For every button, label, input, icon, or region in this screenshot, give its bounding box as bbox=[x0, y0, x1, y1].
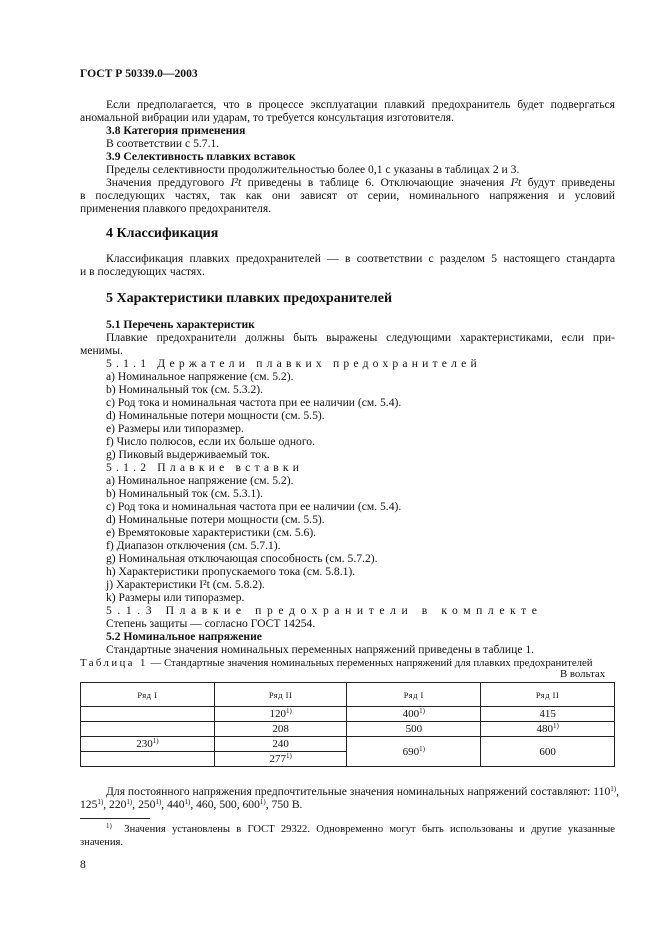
list-item: b) Номинальный ток (см. 5.3.2). bbox=[106, 383, 263, 396]
list-item: h) Характеристики пропускаемого тока (см. 5.8.1). bbox=[106, 565, 356, 578]
list-item: d) Номинальные потери мощности (см. 5.5). bbox=[106, 409, 325, 422]
list-item: e) Времятоковые характеристики (см. 5.6). bbox=[106, 526, 317, 539]
section-5-1-3-text: Степень защиты — согласно ГОСТ 14254. bbox=[106, 617, 316, 630]
section-3-8-title: Категория применения bbox=[123, 124, 246, 137]
table-cell: 208 bbox=[214, 722, 347, 737]
table-1-units: В вольтах bbox=[560, 668, 606, 680]
list-item: f) Диапазон отключения (см. 5.7.1). bbox=[106, 539, 281, 552]
section-3-9-title: Селективность плавких вставок bbox=[123, 150, 296, 163]
table-cell: 415 bbox=[481, 707, 615, 722]
table-row bbox=[81, 737, 615, 752]
list-item: c) Род тока и номинальная частота при ее наличии (см. 5.4). bbox=[106, 500, 402, 513]
section-5-2-text: Стандартные значения номинальных переменных напряжений приведены в таблице 1. bbox=[106, 643, 535, 656]
dc-voltage-text-line2: 125$^{1)}$, 220$^{1)}$, 250$^{1)}$, 440$^{1)}$, 460, 500, 600$^{1)}$, 750 В. bbox=[80, 798, 303, 811]
table-cell bbox=[81, 722, 215, 737]
list-item: a) Номинальное напряжение (см. 5.2). bbox=[106, 474, 294, 487]
list-item: g) Пиковый выдерживаемый ток. bbox=[106, 448, 270, 461]
section-5-1-intro-line1: Плавкие предохранители должны быть выражены следующими характеристиками, если при- bbox=[106, 331, 615, 344]
section-3-8-text: В соответствии с 5.7.1. bbox=[106, 137, 220, 150]
section-3-9-para1: Пределы селективности продолжительностью более 0,1 с указаны в таблицах 2 и 3. bbox=[106, 163, 520, 176]
table-cell: 500 bbox=[347, 722, 481, 737]
list-item: c) Род тока и номинальная частота при ее наличии (см. 5.4). bbox=[106, 396, 402, 409]
list-item: e) Размеры или типоразмер. bbox=[106, 422, 244, 435]
section-5-1-intro-line2: менимы. bbox=[80, 344, 123, 357]
table-cell: 230$^{1)}$ bbox=[81, 737, 215, 752]
table-cell bbox=[81, 707, 215, 722]
footnote-line1: $^{1)}$ Значения установлены в ГОСТ 29322. Одновременно могут быть использованы и другие указанные bbox=[106, 822, 615, 835]
table-row bbox=[81, 722, 615, 737]
section-5-1-heading: 5.1 Перечень характеристик bbox=[106, 318, 255, 331]
section-5-2-heading: 5.2 Номинальное напряжение bbox=[106, 630, 262, 643]
section-5-1-1-title: 5.1.1 Держатели плавких предохранителей bbox=[106, 357, 481, 370]
table-cell: 277$^{1)}$ bbox=[214, 752, 347, 767]
table-cell: 240 bbox=[214, 737, 347, 752]
i2t-symbol: I²t bbox=[230, 176, 242, 189]
section-4-heading: 4 Классификация bbox=[106, 226, 219, 241]
table-row bbox=[81, 707, 615, 722]
list-item: g) Номинальная отключающая способность (см. 5.7.2). bbox=[106, 552, 378, 565]
i2t-symbol: I²t bbox=[510, 176, 522, 189]
header-cell: Ряд I bbox=[81, 683, 215, 707]
footnote-separator bbox=[80, 818, 150, 819]
intro-paragraph-line1: Если предполагается, что в процессе эксплуатации плавкий предохранитель будет подвергаться bbox=[106, 98, 615, 111]
section-4-text-line1: Классификация плавких предохранителей — в соответствии с разделом 5 настоящего стандарта bbox=[106, 252, 615, 265]
table-1-caption: Таблица 1 — Стандартные значения номинальных переменных напряжений для плавких предохранителей bbox=[80, 657, 593, 669]
section-5-1-3-title: 5.1.3 Плавкие предохранители в комплекте bbox=[106, 604, 543, 617]
table-cell: 690$^{1)}$ bbox=[347, 737, 481, 767]
list-item: a) Номинальное напряжение (см. 5.2). bbox=[106, 370, 294, 383]
section-3-9-para2-line2: в последующих частях, так как они зависят от серии, номинального напряжения и условий bbox=[80, 189, 615, 202]
list-item: b) Номинальный ток (см. 5.3.1). bbox=[106, 487, 263, 500]
list-item: d) Номинальные потери мощности (см. 5.5). bbox=[106, 513, 325, 526]
section-3-9-para2-line3: применения плавкого предохранителя. bbox=[80, 202, 272, 215]
section-5-1-2-title: 5.1.2 Плавкие вставки bbox=[106, 461, 304, 474]
section-5-heading: 5 Характеристики плавких предохранителей bbox=[106, 291, 393, 306]
header-cell: Ряд I bbox=[347, 683, 481, 707]
list-item: f) Число полюсов, если их больше одного. bbox=[106, 435, 315, 448]
table-cell: 600 bbox=[481, 737, 615, 767]
dc-voltage-text-line1: Для постоянного напряжения предпочтительные значения номинальных напряжений составляют: 110$^{1)}$, bbox=[106, 785, 619, 798]
table-cell: 480$^{1)}$ bbox=[481, 722, 615, 737]
section-3-8-heading bbox=[106, 124, 245, 137]
list-item: k) Размеры или типоразмер. bbox=[106, 591, 245, 604]
table-cell: 400$^{1)}$ bbox=[347, 707, 481, 722]
intro-paragraph-line2: аномальной вибрации или ударам, то требуется консультация изготовителя. bbox=[80, 111, 454, 124]
header-cell: Ряд II bbox=[481, 683, 615, 707]
section-3-9-number: 3.9 bbox=[106, 150, 121, 163]
section-3-9-heading bbox=[106, 150, 296, 163]
table-cell: 120$^{1)}$ bbox=[214, 707, 347, 722]
table-1-label: Таблица 1 bbox=[80, 657, 148, 669]
table-cell bbox=[81, 752, 215, 767]
footnote-line2: значения. bbox=[80, 837, 124, 848]
page-number: 8 bbox=[80, 858, 86, 871]
section-3-9-para2-line1: Значения преддугового I²t приведены в таблице 6. Отключающие значения I²t будут приведены bbox=[106, 176, 615, 189]
section-3-8-number: 3.8 bbox=[106, 124, 121, 137]
header-cell: Ряд II bbox=[214, 683, 347, 707]
document-code: ГОСТ Р 50339.0—2003 bbox=[80, 67, 198, 80]
list-item: j) Характеристики I²t (см. 5.8.2). bbox=[106, 578, 265, 591]
table-1 bbox=[80, 682, 615, 767]
table-header-row bbox=[81, 683, 615, 707]
section-4-text-line2: и в последующих частях. bbox=[80, 265, 205, 278]
